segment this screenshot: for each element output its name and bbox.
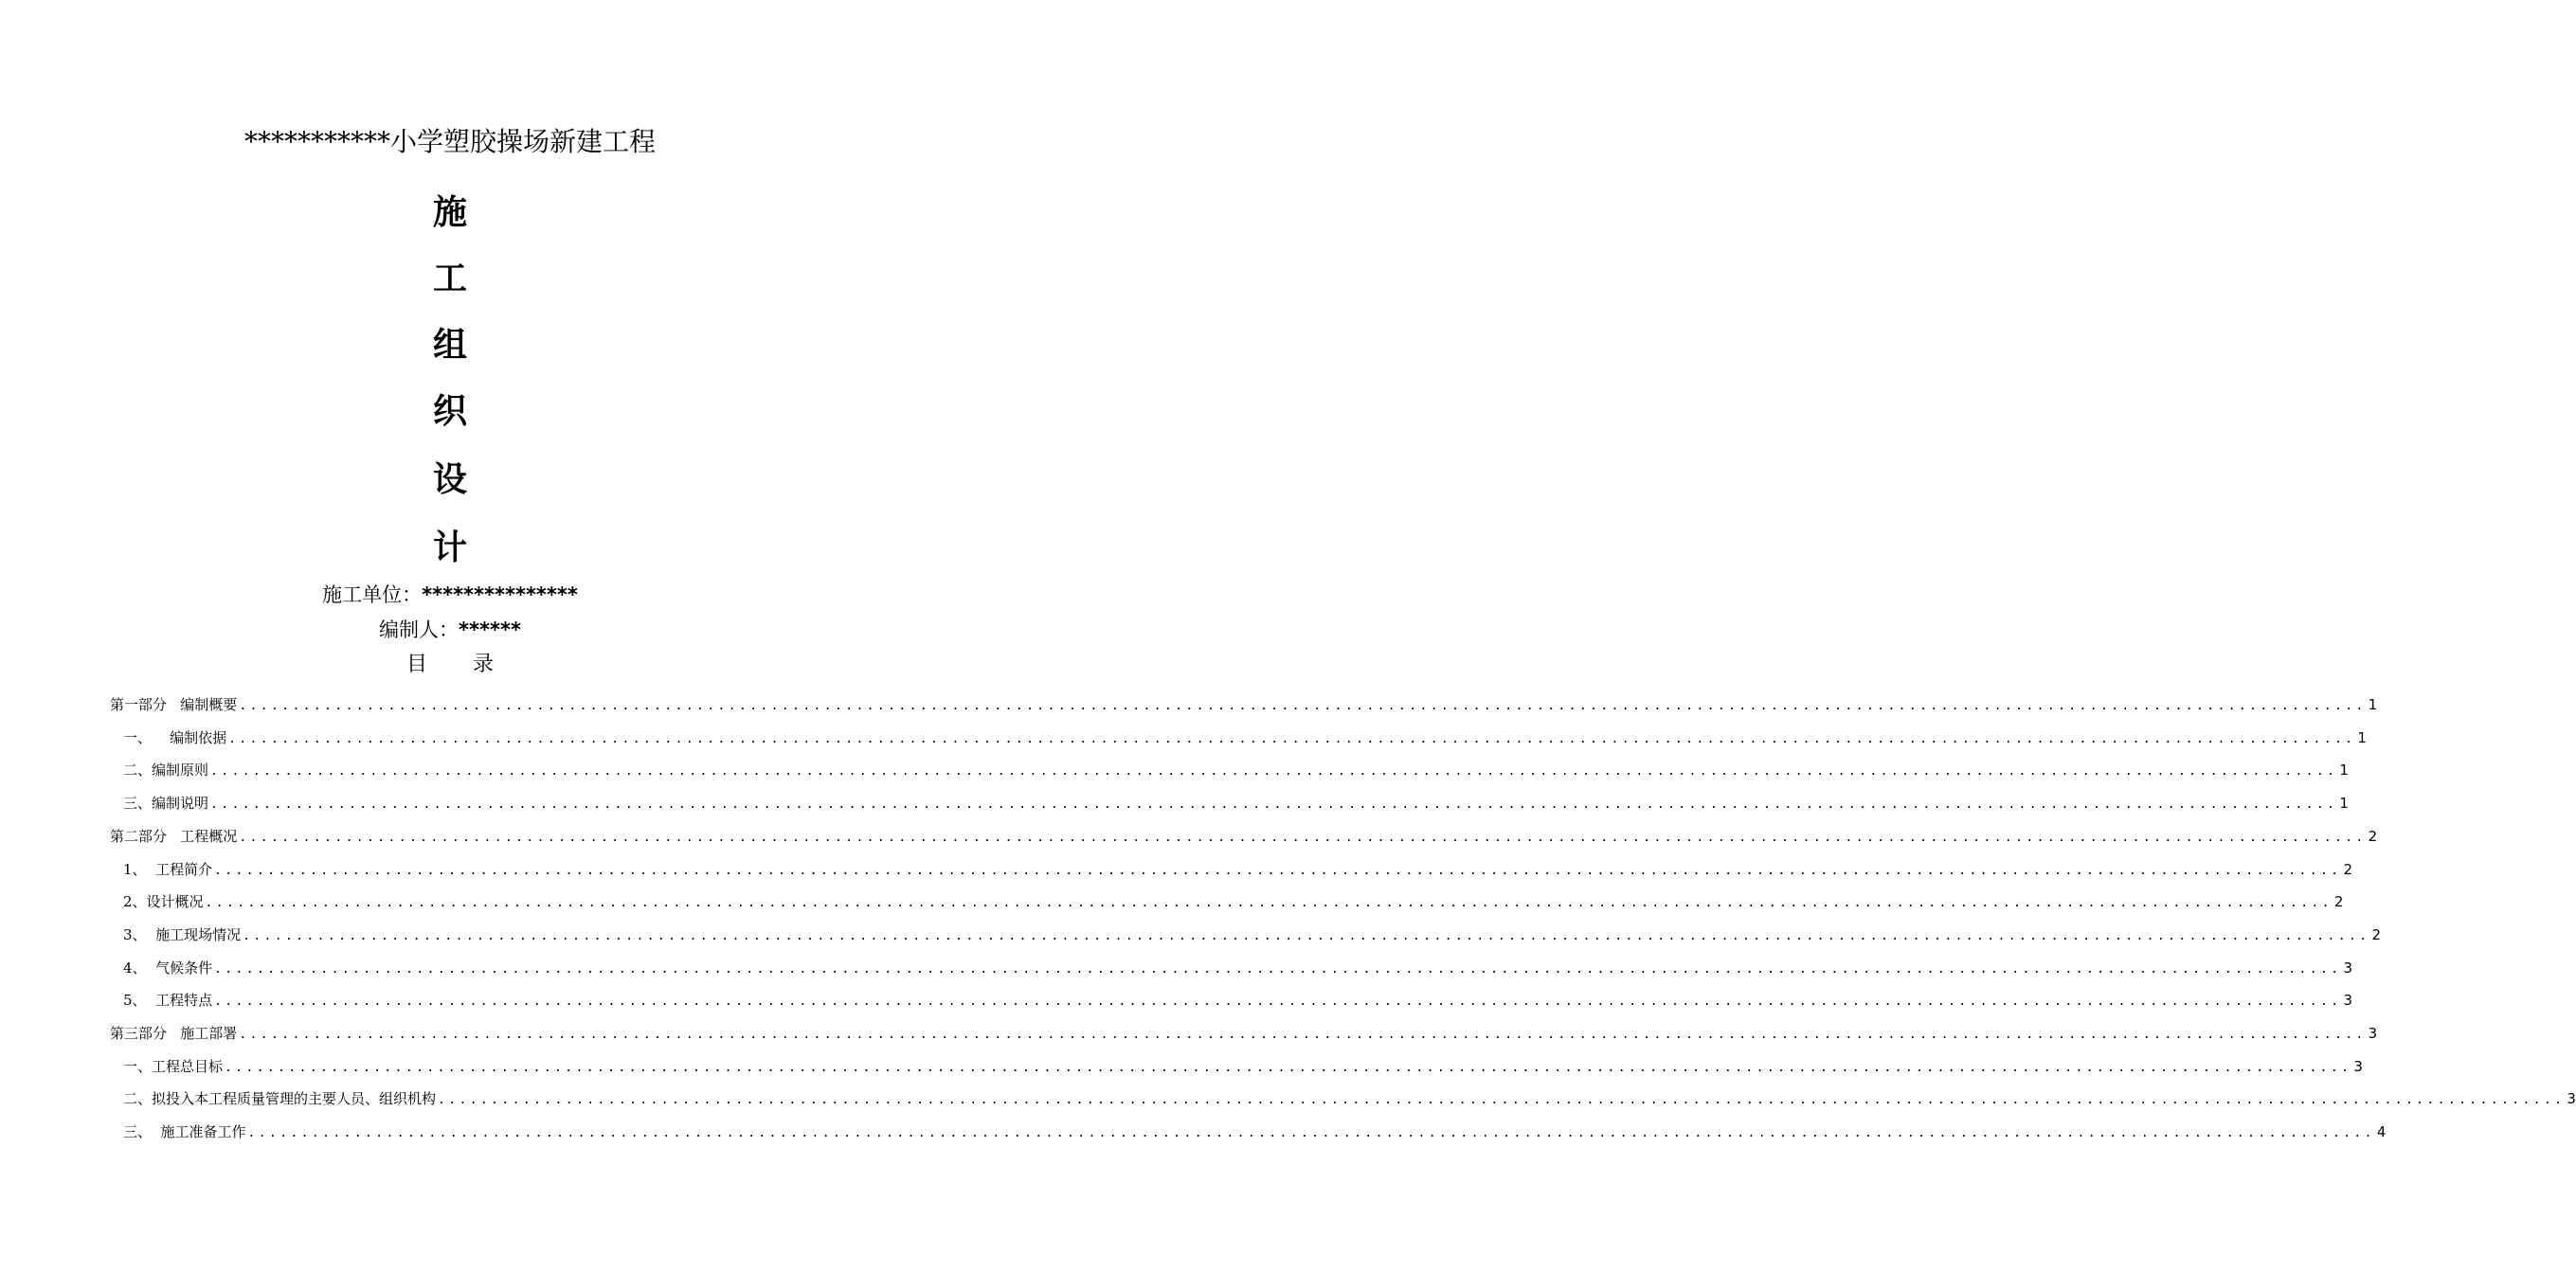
toc-entry-label: 第三部分 施工部署 [110,1025,238,1042]
toc-entry-label: 5、 工程特点 [123,992,213,1010]
toc-entry-page-number: 1 [2368,696,2378,713]
toc-entry[interactable] [110,859,2352,882]
project-title: ***********小学塑胶操场新建工程 [243,126,656,157]
toc-entry-label: 一、工程总目标 [123,1057,224,1075]
toc-entry-page-number: 3 [2368,1025,2378,1042]
toc-entry[interactable] [110,1121,2387,1144]
toc-dot-leader: ........................................................................................................................................................................................................ [210,798,2338,813]
toc-heading-left: 目 [405,653,427,676]
toc-entry[interactable] [110,694,2378,717]
toc-entry-page-number: 1 [2357,728,2367,746]
toc-entry[interactable] [110,891,2344,914]
toc-entry-page-number: 1 [2339,795,2349,813]
toc-entry-label: 二、拟投入本工程质量管理的主要人员、组织机构 [123,1090,437,1108]
toc-entry[interactable] [110,727,2367,750]
toc-entry-page-number: 2 [2368,827,2378,845]
toc-entry[interactable] [110,1056,2363,1079]
toc-dot-leader: ........................................................................................................................................................................................................ [239,830,2367,845]
doc-title-char-5: 设 [432,459,467,499]
toc-entry-label: 2、设计概况 [123,893,204,911]
toc-dot-leader: ........................................................................................................................................................................................................ [239,699,2367,713]
author-line [0,615,900,643]
toc-entry[interactable] [110,793,2349,816]
toc-dot-leader: ........................................................................................................................................................................................................ [438,1093,2566,1108]
toc-dot-leader: ........................................................................................................................................................................................................ [214,961,2342,977]
toc-dot-leader: ........................................................................................................................................................................................................ [247,1126,2375,1141]
doc-title-char-4: 织 [432,391,467,431]
contractor-value: *************** [422,583,578,606]
toc-entry-page-number: 2 [2333,893,2344,911]
toc-dot-leader: ........................................................................................................................................................................................................ [239,1028,2367,1042]
toc-entry-label: 三、编制说明 [123,795,209,813]
toc-dot-leader: ........................................................................................................................................................................................................ [225,1060,2352,1075]
toc-entry-page-number: 4 [2376,1123,2387,1141]
toc-entry[interactable] [110,958,2352,980]
doc-title-char-2: 工 [432,259,467,298]
toc-entry-label: 一、 编制依据 [123,728,227,746]
doc-title-char-6: 计 [432,528,467,567]
toc-heading-right: 录 [473,653,495,676]
toc-entry[interactable] [110,760,2349,782]
toc-entry-label: 三、 施工准备工作 [123,1123,246,1141]
toc-heading [0,648,900,677]
doc-title-char-3: 组 [432,325,467,365]
toc-entry[interactable] [110,924,2381,947]
contractor-line [0,580,900,608]
toc-entry[interactable] [110,1023,2378,1046]
toc-entry-page-number: 3 [2567,1090,2576,1108]
toc-entry-label: 二、编制原则 [123,762,209,780]
contractor-label: 施工单位： [322,583,423,606]
toc-dot-leader: ........................................................................................................................................................................................................ [214,863,2342,878]
doc-title-char-1: 施 [432,192,467,232]
toc-entry-label: 4、 气候条件 [123,959,213,977]
toc-dot-leader: ........................................................................................................................................................................................................ [214,995,2342,1010]
toc-entry-page-number: 2 [2343,860,2352,878]
toc-entry-label: 3、 施工现场情况 [123,925,242,943]
toc-entry-page-number: 2 [2371,925,2381,943]
toc-entry-label: 第二部分 工程概况 [110,827,238,845]
toc-entry[interactable] [110,826,2378,849]
toc-entry-page-number: 3 [2343,992,2352,1010]
toc-entry-label: 1、 工程简介 [123,860,213,878]
toc-dot-leader: ........................................................................................................................................................................................................ [205,896,2333,911]
toc-entry-page-number: 3 [2343,959,2352,977]
toc-entry[interactable] [110,1088,2576,1111]
toc-entry-label: 第一部分 编制概要 [110,696,238,713]
toc-entry-page-number: 1 [2339,762,2349,780]
toc-dot-leader: ........................................................................................................................................................................................................ [210,764,2338,780]
toc-dot-leader: ........................................................................................................................................................................................................ [243,928,2370,943]
author-label: 编制人： [379,619,459,641]
toc-entry[interactable] [110,990,2352,1013]
author-value: ****** [459,619,521,641]
toc-dot-leader: ........................................................................................................................................................................................................ [228,731,2356,746]
toc-entry-page-number: 3 [2353,1057,2363,1075]
